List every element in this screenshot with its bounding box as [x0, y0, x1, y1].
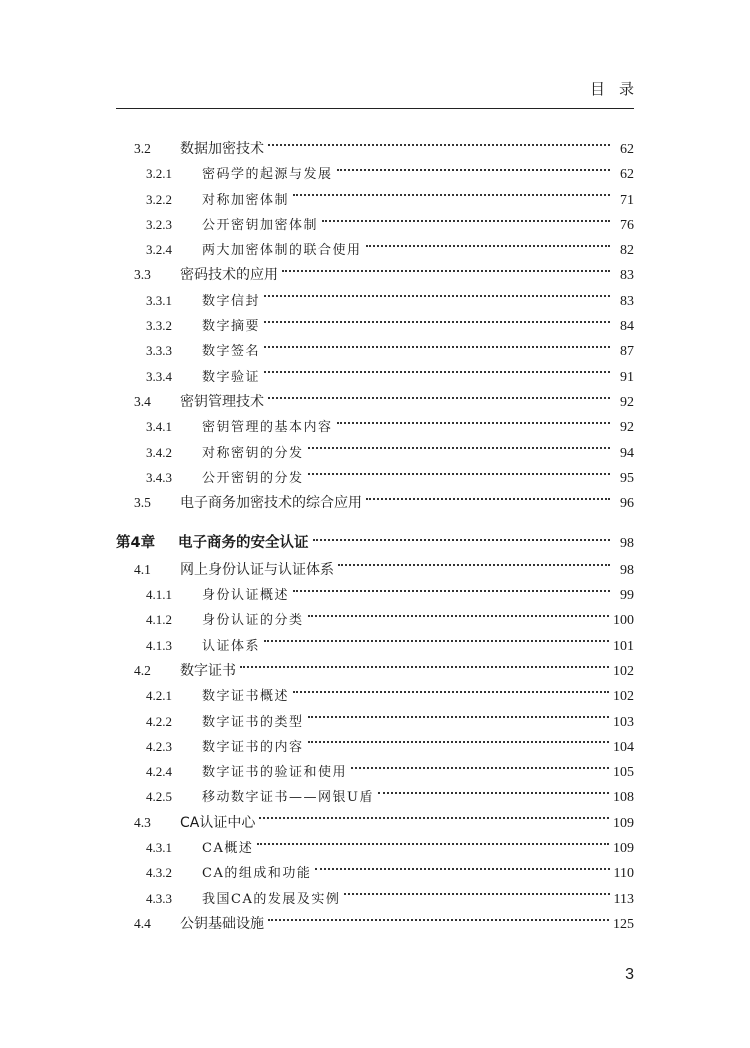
toc-entry [116, 414, 634, 439]
dot-leader [366, 245, 610, 247]
toc-entry-number: 3.4 [134, 393, 151, 409]
toc-entry [116, 734, 634, 759]
dot-leader [308, 716, 609, 718]
toc-entry-number: 3.3.1 [146, 292, 172, 308]
toc-entry-page: 92 [620, 394, 634, 410]
toc-entry-page: 95 [620, 470, 634, 486]
toc-entry-number: 4.1.3 [146, 637, 172, 653]
dot-leader [264, 346, 610, 348]
table-of-contents [116, 136, 634, 936]
toc-entry-title: 密码学的起源与发展 [202, 167, 333, 183]
toc-entry-title: 我国CA的发展及实例 [202, 891, 341, 907]
toc-entry-number: 4.2.3 [146, 738, 172, 754]
dot-leader [366, 498, 610, 500]
toc-entry-number: 4.1 [134, 561, 151, 577]
toc-entry-title: 数字摘要 [202, 319, 261, 335]
toc-entry [116, 389, 634, 414]
toc-entry-number: 4.3.3 [146, 890, 172, 906]
toc-entry [116, 161, 634, 186]
toc-entry-title: 身份认证的分类 [202, 613, 304, 629]
dot-leader [344, 893, 609, 895]
dot-leader [264, 371, 610, 373]
toc-entry [116, 860, 634, 885]
toc-entry-number: 4.4 [134, 915, 151, 931]
toc-entry-page: 94 [620, 445, 634, 461]
dot-leader [268, 919, 609, 921]
toc-entry-title: 数字验证 [202, 369, 261, 385]
toc-entry-page: 101 [613, 638, 634, 654]
toc-chapter-entry [116, 531, 634, 556]
dot-leader [293, 194, 610, 196]
toc-entry-number: 4.2 [134, 662, 151, 678]
dot-leader [315, 868, 609, 870]
dot-leader [268, 144, 610, 146]
toc-entry-title: 对称密钥的分发 [202, 445, 304, 461]
dot-leader [240, 666, 609, 668]
toc-entry [116, 313, 634, 338]
toc-entry-page: 98 [620, 562, 634, 578]
toc-entry-title: 密码技术的应用 [180, 267, 278, 284]
toc-entry-page: 98 [620, 536, 634, 552]
toc-entry [116, 187, 634, 212]
toc-entry-title: 网上身份认证与认证体系 [180, 561, 334, 578]
toc-entry [116, 364, 634, 389]
toc-entry-title: 数据加密技术 [180, 141, 264, 157]
toc-entry [116, 683, 634, 708]
toc-entry-page: 96 [620, 496, 634, 512]
toc-entry [116, 237, 634, 262]
toc-entry-title: 电子商务加密技术的综合应用 [180, 495, 362, 512]
toc-entry-page: 109 [613, 815, 634, 831]
toc-entry-title: 公开密钥的分发 [202, 470, 304, 486]
toc-entry-title: 身份认证概述 [202, 588, 290, 604]
toc-entry-number: 3.2.4 [146, 242, 172, 258]
toc-entry-number: 4.2.4 [146, 764, 172, 780]
dot-leader [282, 270, 610, 272]
toc-entry-title: 密钥管理技术 [180, 393, 264, 410]
dot-leader [308, 447, 610, 449]
toc-entry-title: 数字证书 [180, 662, 236, 679]
toc-entry-title: CA概述 [202, 841, 254, 857]
toc-entry-title: 对称加密体制 [202, 192, 290, 208]
dot-leader [313, 539, 611, 541]
toc-entry [116, 288, 634, 313]
toc-entry-page: 62 [620, 142, 634, 157]
toc-entry-title: 数字证书的内容 [202, 739, 304, 755]
dot-leader [338, 564, 610, 566]
toc-entry [116, 465, 634, 490]
toc-entry-number: 3.3 [134, 267, 151, 283]
toc-entry-number: 3.5 [134, 495, 151, 511]
toc-entry-page: 82 [620, 243, 634, 259]
dot-leader [378, 792, 609, 794]
toc-entry-number: 3.2.3 [146, 216, 172, 232]
toc-entry [116, 709, 634, 734]
dot-leader [308, 615, 609, 617]
toc-entry [116, 136, 634, 161]
toc-entry-title: 两大加密体制的联合使用 [202, 243, 362, 259]
dot-leader [264, 640, 609, 642]
toc-entry-title: 数字证书的类型 [202, 714, 304, 730]
dot-leader [293, 691, 609, 693]
toc-entry-title: 数字证书概述 [202, 689, 290, 705]
toc-entry-page: 105 [613, 765, 634, 781]
toc-entry [116, 582, 634, 607]
toc-entry [116, 607, 634, 632]
toc-entry-number: 3.4.2 [146, 444, 172, 460]
toc-entry [116, 784, 634, 809]
toc-entry [116, 212, 634, 237]
toc-entry-page: 104 [613, 739, 634, 755]
dot-leader [308, 473, 610, 475]
dot-leader [337, 169, 610, 171]
toc-entry-page: 125 [613, 916, 634, 932]
dot-leader [268, 397, 610, 399]
toc-entry [116, 835, 634, 860]
dot-leader [337, 422, 610, 424]
dot-leader [308, 741, 609, 743]
toc-entry [116, 810, 634, 835]
toc-entry-number: 4.2.5 [146, 789, 172, 805]
toc-entry [116, 911, 634, 936]
toc-entry-page: 76 [620, 217, 634, 233]
toc-entry-page: 99 [620, 588, 634, 604]
toc-entry-page: 92 [620, 420, 634, 436]
toc-entry-number: 3.2.2 [146, 191, 172, 207]
toc-entry-number: 4.2.2 [146, 713, 172, 729]
toc-entry-number: 3.4.1 [146, 419, 172, 435]
toc-entry-title: 移动数字证书——网银U盾 [202, 790, 374, 806]
toc-entry [116, 633, 634, 658]
toc-entry-page: 110 [613, 866, 634, 882]
toc-entry-title: 数字签名 [202, 344, 261, 360]
toc-entry-page: 102 [613, 689, 634, 705]
toc-entry-title: 数字信封 [202, 293, 261, 309]
toc-entry-page: 108 [613, 790, 634, 806]
toc-entry-title: 电子商务的安全认证 [178, 535, 309, 552]
toc-entry-page: 100 [613, 613, 634, 629]
toc-entry [116, 338, 634, 363]
toc-entry-title: CA认证中心 [180, 814, 256, 831]
toc-entry-number: 3.3.3 [146, 343, 172, 359]
toc-entry [116, 759, 634, 784]
toc-entry-number: 3.3.4 [146, 368, 172, 384]
toc-entry-page: 84 [620, 319, 634, 335]
page-number: 3 [625, 966, 634, 983]
dot-leader [257, 843, 609, 845]
toc-entry-number: 4.1.2 [146, 612, 172, 628]
toc-entry-page: 83 [620, 293, 634, 309]
toc-entry-page: 109 [613, 841, 634, 857]
dot-leader [322, 220, 610, 222]
toc-entry-page: 71 [620, 192, 634, 208]
toc-entry-title: CA的组成和功能 [202, 866, 312, 882]
toc-entry-page: 91 [620, 369, 634, 385]
header-rule [116, 108, 634, 109]
toc-entry [116, 440, 634, 465]
toc-entry-number: 3.3.2 [146, 318, 172, 334]
toc-entry-page: 62 [620, 167, 634, 183]
dot-leader [259, 817, 609, 819]
toc-entry-title: 数字证书的验证和使用 [202, 765, 348, 781]
toc-entry-number: 3.2.1 [146, 166, 172, 182]
dot-leader [264, 321, 610, 323]
toc-entry-number: 3.2 [134, 141, 151, 156]
toc-entry-page: 83 [620, 268, 634, 284]
toc-entry-number: 4.1.1 [146, 587, 172, 603]
toc-entry-title: 密钥管理的基本内容 [202, 420, 333, 436]
toc-entry-title: 公开密钥加密体制 [202, 217, 319, 233]
page-header-title: 目录 [589, 80, 648, 98]
toc-entry-number: 4.2.1 [146, 688, 172, 704]
toc-entry-number: 3.4.3 [146, 469, 172, 485]
toc-entry [116, 658, 634, 683]
dot-leader [264, 295, 610, 297]
toc-entry-page: 113 [613, 891, 634, 907]
toc-entry [116, 886, 634, 911]
toc-entry-number: 第4章 [116, 535, 156, 552]
toc-entry-number: 4.3.2 [146, 865, 172, 881]
toc-entry [116, 490, 634, 515]
toc-entry-number: 4.3.1 [146, 840, 172, 856]
toc-entry-page: 87 [620, 344, 634, 360]
toc-entry-number: 4.3 [134, 814, 151, 830]
toc-entry-title: 认证体系 [202, 638, 261, 654]
toc-entry-page: 103 [613, 714, 634, 730]
toc-entry-title: 公钥基础设施 [180, 915, 264, 932]
toc-entry [116, 262, 634, 287]
dot-leader [293, 590, 610, 592]
dot-leader [351, 767, 609, 769]
toc-entry [116, 557, 634, 582]
toc-entry-page: 102 [613, 663, 634, 679]
